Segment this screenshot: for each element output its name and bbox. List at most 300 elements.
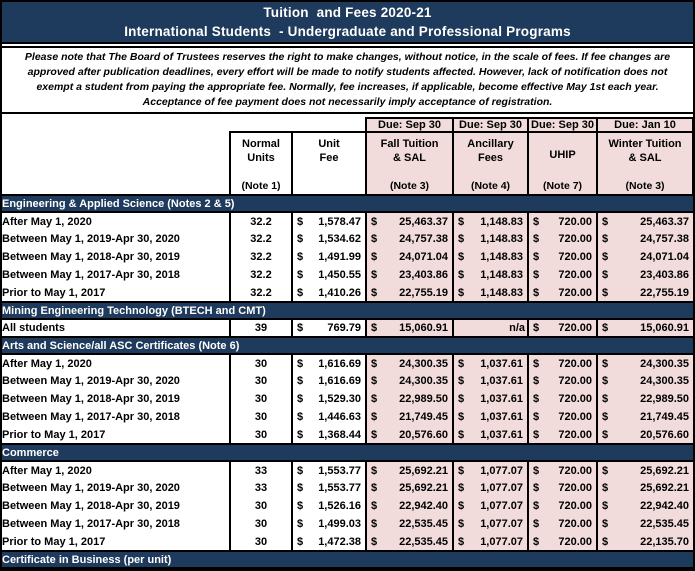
fall-tuition-cell xyxy=(366,266,453,284)
amount-value: 22,989.50 xyxy=(640,393,690,405)
currency-symbol: $ xyxy=(602,464,609,477)
ancillary-fees-cell xyxy=(453,515,528,533)
table-row xyxy=(2,461,693,479)
currency-symbol: $ xyxy=(533,233,540,245)
money-value xyxy=(367,482,452,494)
currency-symbol: $ xyxy=(602,233,609,245)
ancillary-fees-cell xyxy=(453,266,528,284)
ancillary-fees-cell xyxy=(453,479,528,497)
money-value xyxy=(367,287,452,299)
uhip-cell xyxy=(528,479,597,497)
section-header-row xyxy=(2,302,693,319)
amount-value: 22,942.40 xyxy=(640,500,690,512)
section-header-label: Mining Engineering Technology (BTECH and CMT) xyxy=(2,302,693,319)
money-value xyxy=(293,375,365,387)
section-header-label: Engineering & Applied Science (Notes 2 & 5) xyxy=(2,195,693,212)
currency-symbol: $ xyxy=(602,322,609,334)
amount-value: 1,037.61 xyxy=(480,393,524,405)
column-header-content xyxy=(231,134,291,193)
currency-symbol: $ xyxy=(458,233,465,245)
money-value xyxy=(367,429,452,441)
amount-value: 22,535.45 xyxy=(399,535,449,548)
money-value xyxy=(529,322,596,334)
money-value xyxy=(598,429,693,441)
document-subtitle: International Students - Undergraduate and Professional Programs xyxy=(124,24,571,39)
section-header-row xyxy=(2,337,693,354)
table-row xyxy=(2,497,693,515)
amount-value: 22,942.40 xyxy=(399,500,449,512)
table-row xyxy=(2,230,693,248)
table-row xyxy=(2,212,693,230)
table-row xyxy=(2,533,693,551)
row-label-cell: After May 1, 2020 xyxy=(2,354,230,372)
currency-symbol: $ xyxy=(533,375,540,387)
uhip-cell xyxy=(528,390,597,408)
winter-tuition-cell xyxy=(597,372,693,390)
money-value xyxy=(454,269,527,281)
currency-symbol: $ xyxy=(602,269,609,281)
currency-symbol: $ xyxy=(371,411,378,423)
column-header-label: UHIP xyxy=(549,149,576,161)
money-value xyxy=(293,429,365,441)
currency-symbol: $ xyxy=(297,375,304,387)
money-value xyxy=(454,482,527,494)
fall-tuition-cell xyxy=(366,248,453,266)
money-value xyxy=(454,465,527,477)
currency-symbol: $ xyxy=(602,375,609,387)
money-value xyxy=(293,216,365,228)
money-value xyxy=(529,411,596,423)
amount-value: 24,757.38 xyxy=(399,233,449,245)
due-date-cell: Due: Jan 10 xyxy=(597,118,693,132)
unit-fee-cell xyxy=(292,230,366,248)
unit-fee-cell xyxy=(292,284,366,302)
money-value xyxy=(454,375,527,387)
fall-tuition-cell xyxy=(366,408,453,426)
column-header-row xyxy=(2,132,693,195)
amount-value: 1,616.69 xyxy=(318,357,362,370)
ancillary-fees-cell xyxy=(453,230,528,248)
unit-fee-cell xyxy=(292,390,366,408)
currency-symbol: $ xyxy=(371,393,378,405)
money-value xyxy=(293,322,365,334)
amount-value: 1,491.99 xyxy=(318,251,362,263)
currency-symbol: $ xyxy=(297,518,304,530)
amount-value: 25,692.21 xyxy=(640,464,690,477)
currency-symbol: $ xyxy=(297,215,304,228)
money-value xyxy=(598,500,693,512)
currency-symbol: $ xyxy=(371,322,378,334)
amount-value: 720.00 xyxy=(558,286,593,299)
table-row xyxy=(2,479,693,497)
row-label-cell: Between May 1, 2019-Apr 30, 2020 xyxy=(2,372,230,390)
currency-symbol: $ xyxy=(297,393,304,405)
money-value xyxy=(367,518,452,530)
uhip-cell xyxy=(528,408,597,426)
winter-tuition-cell xyxy=(597,515,693,533)
currency-symbol: $ xyxy=(602,500,609,512)
currency-symbol: $ xyxy=(533,357,540,370)
amount-value: 720.00 xyxy=(558,393,593,405)
normal-units-cell: 30 xyxy=(230,390,292,408)
money-value xyxy=(367,269,452,281)
money-value xyxy=(598,375,693,387)
unit-fee-cell xyxy=(292,426,366,444)
currency-symbol: $ xyxy=(297,411,304,423)
winter-tuition-cell xyxy=(597,497,693,515)
money-value xyxy=(598,518,693,530)
currency-symbol: $ xyxy=(533,482,540,494)
uhip-cell xyxy=(528,461,597,479)
currency-symbol: $ xyxy=(371,428,378,441)
currency-symbol: $ xyxy=(602,393,609,405)
currency-symbol: $ xyxy=(458,357,465,370)
table-row xyxy=(2,390,693,408)
amount-value: 25,463.37 xyxy=(399,215,449,228)
fall-tuition-cell xyxy=(366,230,453,248)
currency-symbol: $ xyxy=(458,411,465,423)
fees-table-body xyxy=(2,118,693,568)
fees-table xyxy=(2,117,694,569)
amount-value: 720.00 xyxy=(558,322,593,334)
table-row xyxy=(2,266,693,284)
column-header-note: (Note 7) xyxy=(542,180,583,192)
currency-symbol: $ xyxy=(533,393,540,405)
unit-fee-cell xyxy=(292,372,366,390)
normal-units-cell: 30 xyxy=(230,354,292,372)
row-label-cell: Prior to May 1, 2017 xyxy=(2,533,230,551)
row-label-cell: Between May 1, 2017-Apr 30, 2018 xyxy=(2,408,230,426)
column-header-note: (Note 4) xyxy=(470,180,511,192)
header-spacer xyxy=(2,118,366,132)
normal-units-cell: 32.2 xyxy=(230,212,292,230)
normal-units-cell: 32.2 xyxy=(230,284,292,302)
currency-symbol: $ xyxy=(458,286,465,299)
section-header-label: Commerce xyxy=(2,444,693,461)
money-value xyxy=(529,358,596,370)
normal-units-cell: 30 xyxy=(230,533,292,551)
section-header-label: Arts and Science/all ASC Certificates (Note 6) xyxy=(2,337,693,354)
currency-symbol: $ xyxy=(371,215,378,228)
column-header-content xyxy=(293,134,365,193)
amount-value: 1,037.61 xyxy=(480,357,524,370)
column-header-content xyxy=(454,134,527,193)
money-value xyxy=(598,465,693,477)
fall-tuition-cell xyxy=(366,319,453,337)
uhip-cell xyxy=(528,515,597,533)
row-label-cell: All students xyxy=(2,319,230,337)
currency-symbol: $ xyxy=(458,269,465,281)
money-value xyxy=(529,375,596,387)
unit-fee-cell xyxy=(292,319,366,337)
amount-value: 1,148.83 xyxy=(480,233,524,245)
amount-value: 24,300.35 xyxy=(640,357,690,370)
money-value xyxy=(598,411,693,423)
normal-units-cell: 33 xyxy=(230,461,292,479)
money-value xyxy=(454,287,527,299)
currency-symbol: $ xyxy=(602,535,609,548)
row-label-cell: Between May 1, 2018-Apr 30, 2019 xyxy=(2,390,230,408)
amount-value: 22,535.45 xyxy=(640,518,690,530)
column-header-note: (Note 3) xyxy=(625,180,665,192)
amount-value: 25,692.21 xyxy=(399,482,449,494)
money-value xyxy=(529,216,596,228)
money-value xyxy=(293,536,365,548)
currency-symbol: $ xyxy=(602,482,609,494)
money-value xyxy=(454,518,527,530)
table-row xyxy=(2,354,693,372)
column-header-label: Unit Fee xyxy=(318,138,340,164)
column-header-content xyxy=(367,134,452,193)
currency-symbol: $ xyxy=(458,375,465,387)
uhip-cell xyxy=(528,230,597,248)
money-value xyxy=(529,269,596,281)
winter-tuition-cell xyxy=(597,319,693,337)
currency-symbol: $ xyxy=(533,286,540,299)
amount-value: 720.00 xyxy=(558,428,593,441)
row-label-cell: Between May 1, 2017-Apr 30, 2018 xyxy=(2,515,230,533)
unit-fee-cell xyxy=(292,248,366,266)
amount-value: 25,463.37 xyxy=(640,215,690,228)
row-label-cell: Between May 1, 2017-Apr 30, 2018 xyxy=(2,266,230,284)
amount-value: 24,300.35 xyxy=(640,375,690,387)
amount-value: 23,403.86 xyxy=(640,269,690,281)
fall-tuition-cell xyxy=(366,390,453,408)
amount-value: 1,077.07 xyxy=(480,464,524,477)
section-header-row xyxy=(2,444,693,461)
winter-tuition-cell xyxy=(597,461,693,479)
table-row xyxy=(2,319,693,337)
fall-tuition-cell xyxy=(366,533,453,551)
money-value xyxy=(454,251,527,263)
money-value xyxy=(529,482,596,494)
amount-value: 720.00 xyxy=(558,518,593,530)
money-value xyxy=(293,269,365,281)
amount-value: 20,576.60 xyxy=(640,428,690,441)
uhip-cell xyxy=(528,497,597,515)
column-header-note: (Note 3) xyxy=(389,180,430,192)
amount-value: 1,526.16 xyxy=(318,500,362,512)
currency-symbol: $ xyxy=(602,428,609,441)
amount-value: 1,553.77 xyxy=(318,464,362,477)
currency-symbol: $ xyxy=(371,518,378,530)
amount-value: 1,446.63 xyxy=(318,411,362,423)
money-value xyxy=(598,536,693,548)
ancillary-fees-cell xyxy=(453,354,528,372)
currency-symbol: $ xyxy=(533,322,540,334)
column-header-label: Normal Units xyxy=(242,138,280,164)
currency-symbol: $ xyxy=(533,464,540,477)
currency-symbol: $ xyxy=(458,482,465,494)
money-value xyxy=(454,358,527,370)
currency-symbol: $ xyxy=(371,375,378,387)
money-value xyxy=(454,322,527,334)
fall-tuition-cell xyxy=(366,461,453,479)
ancillary-fees-cell xyxy=(453,461,528,479)
table-row xyxy=(2,515,693,533)
money-value xyxy=(293,233,365,245)
money-value xyxy=(454,233,527,245)
unit-fee-cell xyxy=(292,212,366,230)
amount-value: 1,148.83 xyxy=(480,215,524,228)
uhip-cell xyxy=(528,354,597,372)
ancillary-fees-cell xyxy=(453,248,528,266)
row-label-header-spacer xyxy=(2,132,230,195)
money-value xyxy=(598,251,693,263)
not-applicable-value: n/a xyxy=(509,322,526,334)
currency-symbol: $ xyxy=(533,428,540,441)
uhip-cell xyxy=(528,319,597,337)
unit-fee-cell xyxy=(292,354,366,372)
money-value xyxy=(293,518,365,530)
amount-value: 720.00 xyxy=(558,357,593,370)
money-value xyxy=(529,393,596,405)
column-header-label: Ancillary Fees xyxy=(467,138,514,164)
currency-symbol: $ xyxy=(533,500,540,512)
money-value xyxy=(367,216,452,228)
amount-value: 22,755.19 xyxy=(399,286,449,299)
currency-symbol: $ xyxy=(371,464,378,477)
currency-symbol: $ xyxy=(371,269,378,281)
money-value xyxy=(293,482,365,494)
fall-tuition-cell xyxy=(366,354,453,372)
currency-symbol: $ xyxy=(297,464,304,477)
amount-value: 1,037.61 xyxy=(480,375,524,387)
money-value xyxy=(367,375,452,387)
due-date-cell: Due: Sep 30 xyxy=(528,118,597,132)
ancillary-fees-cell xyxy=(453,426,528,444)
money-value xyxy=(367,393,452,405)
money-value xyxy=(293,465,365,477)
table-row xyxy=(2,408,693,426)
due-date-row xyxy=(2,118,693,132)
ancillary-fees-cell xyxy=(453,408,528,426)
currency-symbol: $ xyxy=(533,518,540,530)
currency-symbol: $ xyxy=(602,518,609,530)
amount-value: 1,077.07 xyxy=(480,482,524,494)
currency-symbol: $ xyxy=(458,518,465,530)
fall-tuition-cell xyxy=(366,497,453,515)
currency-symbol: $ xyxy=(533,411,540,423)
amount-value: 15,060.91 xyxy=(399,322,449,334)
money-value xyxy=(367,411,452,423)
amount-value: 1,077.07 xyxy=(480,500,524,512)
column-header-content xyxy=(598,134,692,193)
ancillary-fees-cell xyxy=(453,212,528,230)
currency-symbol: $ xyxy=(371,482,378,494)
money-value xyxy=(367,251,452,263)
amount-value: 24,071.04 xyxy=(640,251,690,263)
amount-value: 22,755.19 xyxy=(640,286,690,299)
uhip-cell xyxy=(528,533,597,551)
ancillary-fees-cell xyxy=(453,390,528,408)
currency-symbol: $ xyxy=(297,500,304,512)
currency-symbol: $ xyxy=(533,251,540,263)
money-value xyxy=(529,251,596,263)
normal-units-cell: 30 xyxy=(230,408,292,426)
amount-value: 1,534.62 xyxy=(318,233,362,245)
winter-tuition-cell xyxy=(597,230,693,248)
unit-fee-cell xyxy=(292,479,366,497)
row-label-cell: Between May 1, 2019-Apr 30, 2020 xyxy=(2,230,230,248)
amount-value: 21,749.45 xyxy=(399,411,449,423)
column-header-winter-tuition-sal xyxy=(597,132,693,195)
normal-units-cell: 32.2 xyxy=(230,230,292,248)
amount-value: 720.00 xyxy=(558,500,593,512)
currency-symbol: $ xyxy=(371,233,378,245)
currency-symbol: $ xyxy=(371,535,378,548)
row-label-cell: Between May 1, 2019-Apr 30, 2020 xyxy=(2,479,230,497)
column-header-label: Fall Tuition & SAL xyxy=(380,138,439,164)
currency-symbol: $ xyxy=(602,411,609,423)
amount-value: 1,368.44 xyxy=(318,428,362,441)
money-value xyxy=(529,429,596,441)
amount-value: 24,757.38 xyxy=(640,233,690,245)
amount-value: 720.00 xyxy=(558,464,593,477)
currency-symbol: $ xyxy=(371,286,378,299)
unit-fee-cell xyxy=(292,533,366,551)
column-header-unit-fee xyxy=(292,132,366,195)
money-value xyxy=(293,287,365,299)
section-header-row xyxy=(2,195,693,212)
due-date-cell: Due: Sep 30 xyxy=(366,118,453,132)
money-value xyxy=(293,500,365,512)
fall-tuition-cell xyxy=(366,372,453,390)
currency-symbol: $ xyxy=(297,251,304,263)
amount-value: 1,553.77 xyxy=(318,482,362,494)
amount-value: 1,148.83 xyxy=(480,286,524,299)
amount-value: 1,529.30 xyxy=(318,393,362,405)
ancillary-fees-cell xyxy=(453,533,528,551)
winter-tuition-cell xyxy=(597,354,693,372)
currency-symbol: $ xyxy=(533,535,540,548)
currency-symbol: $ xyxy=(602,357,609,370)
column-header-content xyxy=(529,134,596,193)
money-value xyxy=(454,411,527,423)
winter-tuition-cell xyxy=(597,284,693,302)
winter-tuition-cell xyxy=(597,426,693,444)
winter-tuition-cell xyxy=(597,479,693,497)
money-value xyxy=(598,216,693,228)
money-value xyxy=(454,500,527,512)
ancillary-fees-cell xyxy=(453,319,528,337)
normal-units-cell: 32.2 xyxy=(230,248,292,266)
currency-symbol: $ xyxy=(297,357,304,370)
fall-tuition-cell xyxy=(366,284,453,302)
unit-fee-cell xyxy=(292,497,366,515)
money-value xyxy=(598,287,693,299)
currency-symbol: $ xyxy=(458,393,465,405)
money-value xyxy=(598,482,693,494)
row-label-cell: Prior to May 1, 2017 xyxy=(2,284,230,302)
currency-symbol: $ xyxy=(371,357,378,370)
currency-symbol: $ xyxy=(533,269,540,281)
amount-value: 24,300.35 xyxy=(399,357,449,370)
amount-value: 1,410.26 xyxy=(318,286,362,299)
column-header-ancillary-fees xyxy=(453,132,528,195)
currency-symbol: $ xyxy=(602,251,609,263)
currency-symbol: $ xyxy=(297,482,304,494)
row-label-cell: Prior to May 1, 2017 xyxy=(2,426,230,444)
uhip-cell xyxy=(528,266,597,284)
currency-symbol: $ xyxy=(297,428,304,441)
uhip-cell xyxy=(528,248,597,266)
money-value xyxy=(367,358,452,370)
uhip-cell xyxy=(528,212,597,230)
money-value xyxy=(598,322,693,334)
fall-tuition-cell xyxy=(366,426,453,444)
currency-symbol: $ xyxy=(458,535,465,548)
